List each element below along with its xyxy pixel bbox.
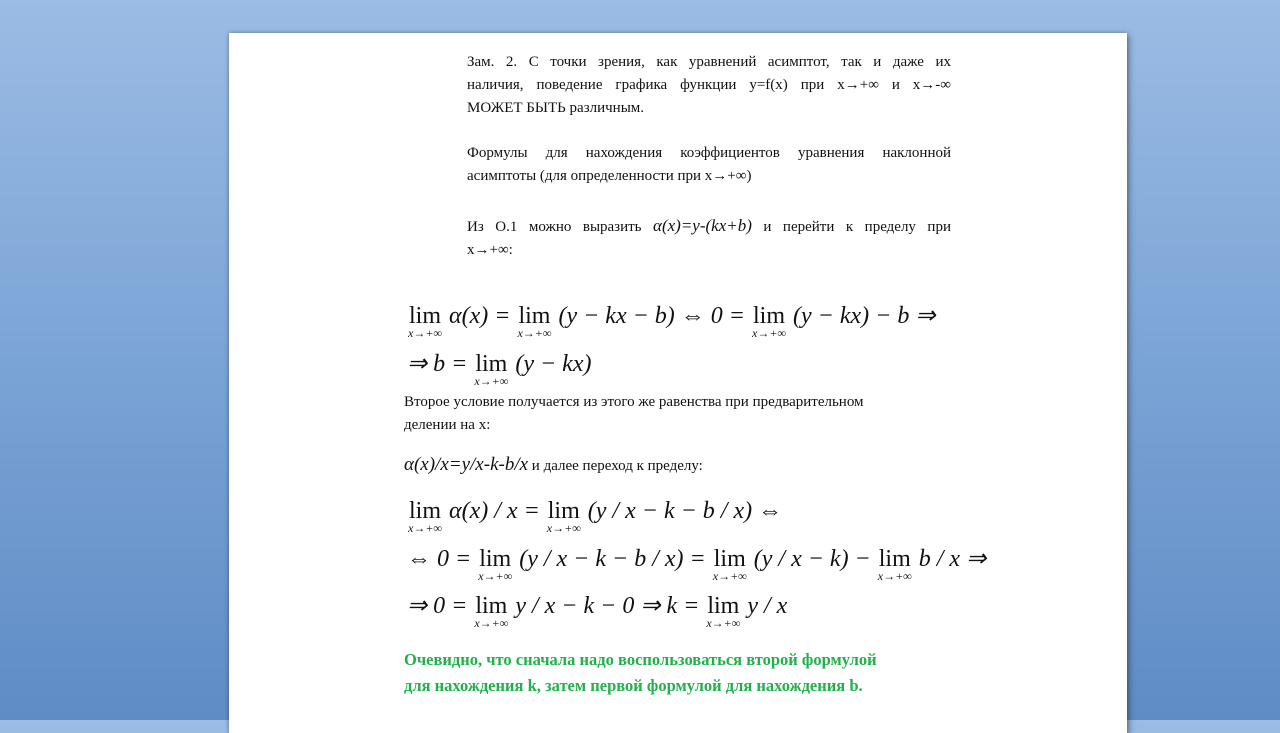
from-o1-paragraph <box>467 214 951 262</box>
equation-4-term-2: (y / x − k) − <box>753 546 871 572</box>
limit-operator: lim x→+∞ <box>408 498 442 535</box>
equation-5-term-1: y / x − k − 0 ⇒ k = <box>515 593 700 619</box>
equation-1-term-3: (y − kx) − b ⇒ <box>793 303 936 329</box>
equation-1 <box>407 303 936 340</box>
note-2-line-1: Зам. 2. С точки зрения, как уравнений асимптот, так и даже их <box>467 54 951 70</box>
limit-operator: lim x→+∞ <box>517 303 552 340</box>
equation-2 <box>407 351 592 388</box>
from-o1-line-2: x→+∞: <box>467 242 513 258</box>
limit-operator: lim x→+∞ <box>474 351 509 388</box>
equation-3-term-2: (y / x − k − b / x) ⇔ <box>587 498 783 524</box>
second-condition-line-2: делении на x: <box>404 417 491 433</box>
formulas-intro-paragraph <box>467 142 951 188</box>
second-condition-line-1: Второе условие получается из этого же равенства при предварительном <box>404 394 864 410</box>
from-o1-line-1: Из О.1 можно выразить α(x)=y-(kx+b) и перейти к пределу при <box>467 216 951 235</box>
equation-2-prefix: ⇒ b = <box>407 351 468 377</box>
alpha-division-text: и далее переход к пределу: <box>528 458 703 474</box>
equation-4-term-3: b / x ⇒ <box>918 546 987 572</box>
limit-operator: lim x→+∞ <box>706 593 741 630</box>
alpha-formula-inline: α(x)=y-(kx+b) <box>653 216 752 235</box>
equation-2-term-1: (y − kx) <box>515 351 592 377</box>
note-2-line-2: наличия, поведение графика функции y=f(x) при x→+∞ и x→-∞ <box>467 77 951 93</box>
alpha-division-formula: α(x)/x=y/x-k-b/x <box>404 454 529 475</box>
limit-operator: lim x→+∞ <box>752 303 786 340</box>
limit-operator: lim x→+∞ <box>478 546 513 583</box>
limit-operator: lim x→+∞ <box>408 303 442 340</box>
conclusion-line-1: Очевидно, что сначала надо воспользоваться второй формулой <box>404 650 877 669</box>
note-2-line-3: МОЖЕТ БЫТЬ различным. <box>467 100 645 116</box>
equation-1-term-1: α(x) = <box>449 303 511 329</box>
formulas-intro-line-1: Формулы для нахождения коэффициентов уравнения наклонной <box>467 145 951 161</box>
formulas-intro-line-2: асимптоты (для определенности при x→+∞) <box>467 168 752 184</box>
equation-5-term-2: y / x <box>747 593 788 619</box>
conclusion-line-2: для нахождения k, затем первой формулой для нахождения b. <box>404 676 863 695</box>
equation-5 <box>407 593 788 630</box>
note-2-paragraph <box>467 51 951 120</box>
slide-page <box>229 33 1127 733</box>
equation-3-term-1: α(x) / x = <box>449 498 540 524</box>
limit-operator: lim x→+∞ <box>546 498 581 535</box>
limit-operator: lim x→+∞ <box>712 546 747 583</box>
equation-3 <box>407 498 783 535</box>
alpha-division-line <box>404 453 703 478</box>
equation-5-prefix: ⇒ 0 = <box>407 593 468 619</box>
limit-operator: lim x→+∞ <box>474 593 509 630</box>
equation-4-prefix: ⇔ 0 = <box>407 546 472 572</box>
equation-4-term-1: (y / x − k − b / x) = <box>519 546 706 572</box>
limit-operator: lim x→+∞ <box>877 546 912 583</box>
equation-1-term-2: (y − kx − b) ⇔ 0 = <box>558 303 745 329</box>
equation-4 <box>407 546 987 583</box>
